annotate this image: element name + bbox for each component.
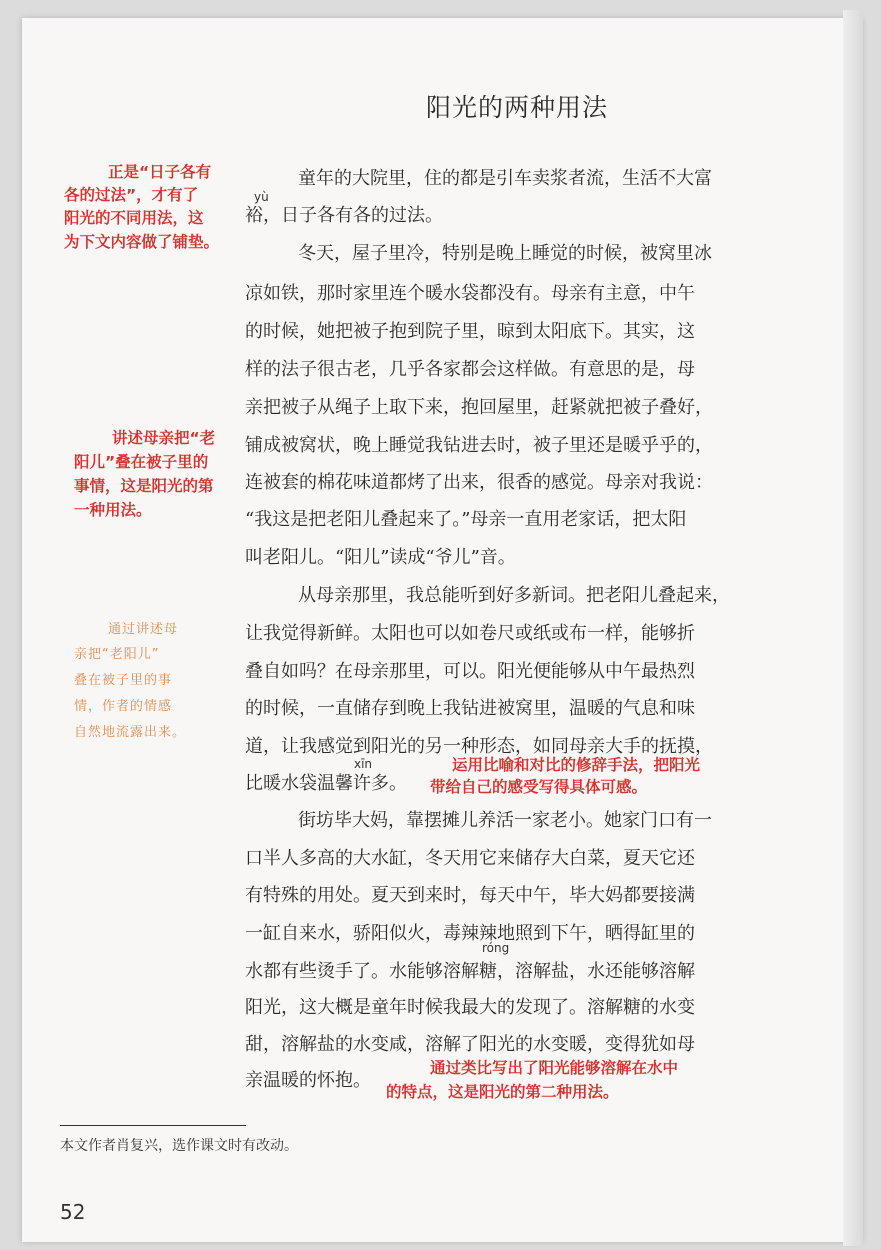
body-line: 比暖水袋温馨许多。: [245, 773, 407, 794]
body-line: 连被套的棉花味道都烤了出来，很香的感觉。母亲对我说：: [245, 472, 713, 493]
pinyin-rong: róng: [482, 941, 510, 955]
body-line: 铺成被窝状，晚上睡觉我钻进去时，被子里还是暖乎乎的，: [245, 435, 713, 456]
pinyin-yu: yù: [254, 190, 269, 204]
body-line: 水都有些烫手了。水能够溶解糖，溶解盐，水还能够溶解: [245, 961, 695, 982]
margin-note-2-line: 一种用法。: [74, 501, 152, 519]
body-line: 裕，日子各有各的过法。: [245, 205, 443, 226]
margin-note-3-line: 自然地流露出来。: [74, 725, 187, 740]
article-title: 阳光的两种用法: [426, 93, 609, 122]
body-line: 叠自如吗？在母亲那里，可以。阳光便能够从中午最热烈: [245, 661, 695, 682]
margin-note-1-line: 为下文内容做了铺垫。: [64, 233, 220, 251]
body-line: 一缸自来水，骄阳似火，毒辣辣地照到下午，晒得缸里的: [245, 923, 695, 944]
body-line: 童年的大院里，住的都是引车卖浆者流，生活不大富: [298, 168, 712, 189]
body-line: 阳光，这大概是童年时候我最大的发现了。溶解糖的水变: [245, 997, 695, 1018]
pinyin-xin: xīn: [354, 757, 373, 771]
margin-note-1-line: 各的过法”，才有了: [64, 186, 199, 204]
margin-note-3-line: 情，作者的情感: [74, 699, 173, 714]
body-line: “我这是把老阳儿叠起来了。”母亲一直用老家话，把太阳: [245, 509, 687, 530]
body-line: 冬天，屋子里冷，特别是晚上睡觉的时候，被窝里冰: [298, 243, 712, 264]
body-line: 道，让我感觉到阳光的另一种形态，如同母亲大手的抚摸，: [245, 736, 713, 757]
body-line: 口半人多高的大水缸，冬天用它来储存大白菜，夏天它还: [245, 848, 695, 869]
margin-note-3-line: 亲把“老阳儿”: [74, 647, 160, 662]
footnote-divider: [60, 1125, 246, 1126]
page-edge: [843, 10, 863, 1246]
margin-note-1-line: 阳光的不同用法，这: [64, 209, 204, 227]
body-line: 叫老阳儿。“阳儿”读成“爷儿”音。: [245, 547, 516, 568]
body-line: 的时候，一直储存到晚上我钻进被窝里，温暖的气息和味: [245, 698, 695, 719]
inline-note-4-line: 带给自己的感受写得具体可感。: [430, 778, 648, 796]
inline-note-5-line: 通过类比写出了阳光能够溶解在水中: [430, 1059, 679, 1077]
body-line: 从母亲那里，我总能听到好多新词。把老阳儿叠起来，: [298, 585, 730, 606]
inline-note-4-line: 运用比喻和对比的修辞手法，把阳光: [452, 756, 701, 774]
page-number: 52: [60, 1200, 86, 1224]
body-line: 的时候，她把被子抱到院子里，晾到太阳底下。其实，这: [245, 321, 695, 342]
margin-note-3-line: 通过讲述母: [108, 622, 179, 637]
inline-note-5-line: 的特点，这是阳光的第二种用法。: [386, 1083, 619, 1101]
body-line: 亲温暖的怀抱。: [245, 1070, 371, 1091]
body-line: 有特殊的用处。夏天到来时，每天中午，毕大妈都要接满: [245, 885, 695, 906]
body-line: 凉如铁，那时家里连个暖水袋都没有。母亲有主意，中午: [245, 283, 695, 304]
body-line: 甜，溶解盐的水变咸，溶解了阳光的水变暖，变得犹如母: [245, 1034, 695, 1055]
margin-note-2-line: 阳儿”叠在被子里的: [74, 453, 209, 471]
footnote: 本文作者肖复兴，选作课文时有改动。: [60, 1138, 298, 1154]
body-line: 样的法子很古老，几乎各家都会这样做。有意思的是，母: [245, 359, 695, 380]
body-line: 让我觉得新鲜。太阳也可以如卷尺或纸或布一样，能够折: [245, 623, 695, 644]
margin-note-2-line: 事情，这是阳光的第: [74, 477, 214, 495]
margin-note-3-line: 叠在被子里的事: [74, 673, 173, 688]
margin-note-1-line: 正是“日子各有: [108, 163, 212, 181]
body-line: 街坊毕大妈，靠摆摊儿养活一家老小。她家门口有一: [298, 810, 712, 831]
body-line: 亲把被子从绳子上取下来，抱回屋里，赶紧就把被子叠好，: [245, 397, 713, 418]
margin-note-2-line: 讲述母亲把“老: [112, 429, 216, 447]
